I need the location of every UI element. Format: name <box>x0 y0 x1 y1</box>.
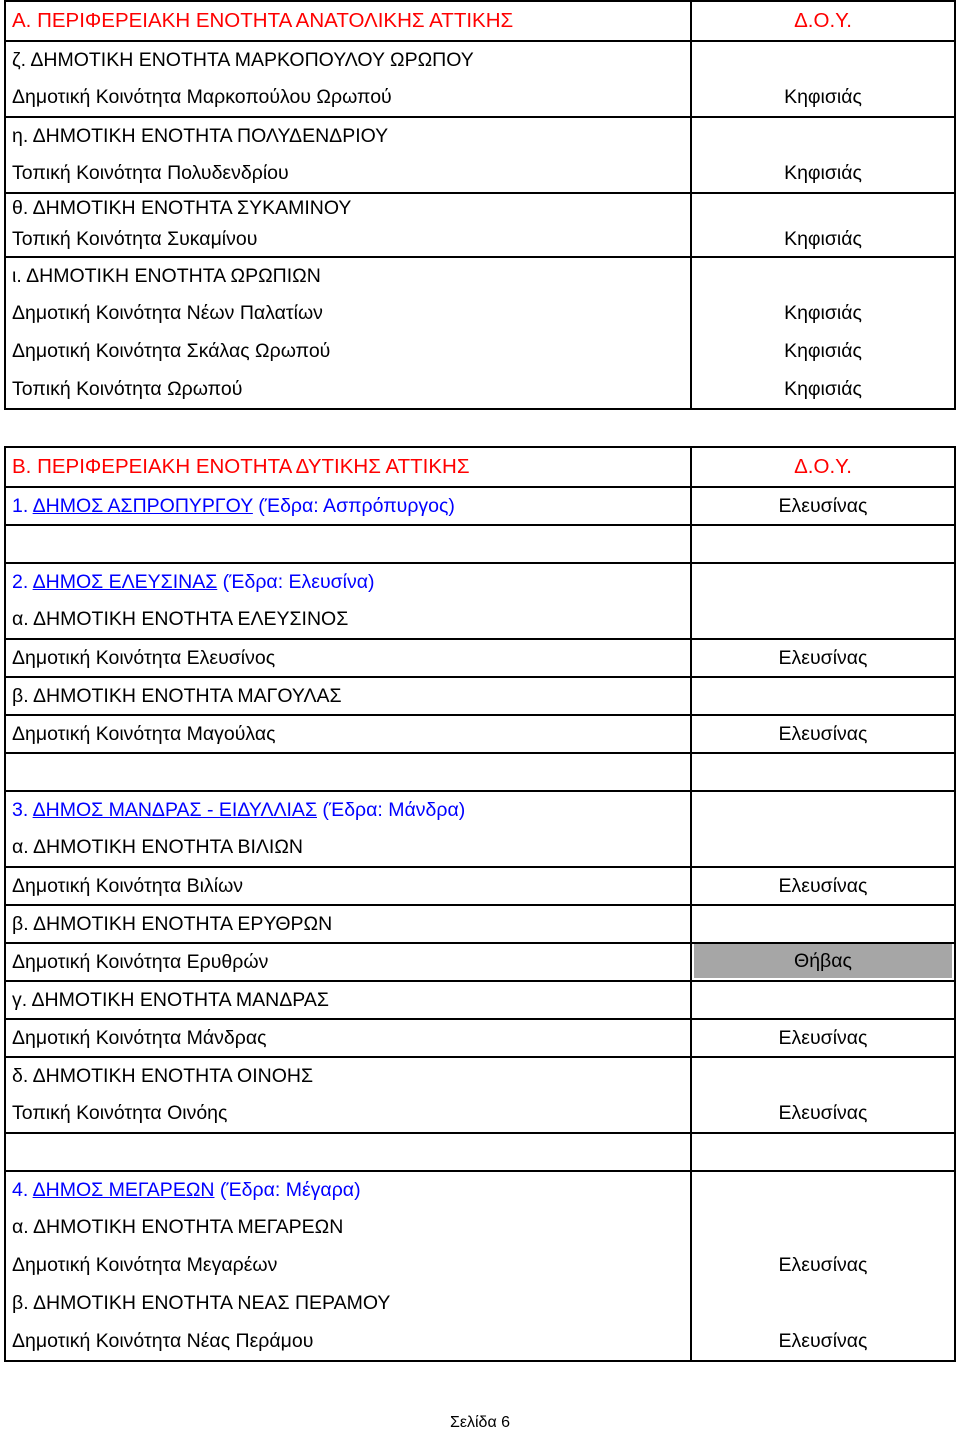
tax-office: Ελευσίνας <box>778 1026 868 1049</box>
spacer-row <box>6 1132 954 1170</box>
dimos-row <box>6 790 954 828</box>
table-row <box>6 154 954 192</box>
table-row <box>6 828 954 866</box>
dimos-title: 3. ΔΗΜΟΣ ΜΑΝΔΡΑΣ - ΕΙΔΥΛΛΙΑΣ (Έδρα: Μάνδρα) <box>12 798 466 821</box>
tax-office: Ελευσίνας <box>778 874 868 897</box>
community-name: Δημοτική Κοινότητα Σκάλας Ωρωπού <box>12 339 331 362</box>
table-row <box>6 904 954 942</box>
table-row <box>6 1208 954 1246</box>
section-title: Α. ΠΕΡΙΦΕΡΕΙΑΚΗ ΕΝΟΤΗΤΑ ΑΝΑΤΟΛΙΚΗΣ ΑΤΤΙΚΗΣ <box>12 9 514 32</box>
unit-title: β. ΔΗΜΟΤΙΚΗ ΕΝΟΤΗΤΑ ΕΡΥΘΡΩΝ <box>12 912 333 935</box>
community-name: Δημοτική Κοινότητα Νέας Περάμου <box>12 1329 314 1352</box>
unit-title: η. ΔΗΜΟΤΙΚΗ ΕΝΟΤΗΤΑ ΠΟΛΥΔΕΝΔΡΙΟΥ <box>12 124 389 147</box>
table-west-attica <box>4 446 956 1362</box>
community-name: Δημοτική Κοινότητα Μαγούλας <box>12 722 276 745</box>
table-row <box>6 116 954 154</box>
doy-header: Δ.Ο.Υ. <box>794 9 852 32</box>
table-row <box>6 1246 954 1284</box>
table-row <box>6 78 954 116</box>
dimos-link[interactable]: ΔΗΜΟΣ ΜΑΝΔΡΑΣ - ΕΙΔΥΛΛΙΑΣ <box>32 798 317 821</box>
dimos-link[interactable]: ΔΗΜΟΣ ΑΣΠΡΟΠΥΡΓΟΥ <box>32 494 253 517</box>
table-row <box>6 980 954 1018</box>
unit-title: α. ΔΗΜΟΤΙΚΗ ΕΝΟΤΗΤΑ ΕΛΕΥΣΙΝΟΣ <box>12 607 349 630</box>
table-row <box>6 1322 954 1360</box>
table-row <box>6 638 954 676</box>
tax-office: Ελευσίνας <box>778 722 868 745</box>
table-row <box>6 256 954 294</box>
unit-title: θ. ΔΗΜΟΤΙΚΗ ΕΝΟΤΗΤΑ ΣΥΚΑΜΙΝΟΥ <box>12 196 352 219</box>
unit-title: α. ΔΗΜΟΤΙΚΗ ΕΝΟΤΗΤΑ ΒΙΛΙΩΝ <box>12 835 303 858</box>
community-name: Δημοτική Κοινότητα Μαρκοπούλου Ωρωπού <box>12 85 392 108</box>
table-row <box>6 1056 954 1094</box>
table-row <box>6 866 954 904</box>
dimos-link[interactable]: ΔΗΜΟΣ ΕΛΕΥΣΙΝΑΣ <box>32 570 218 593</box>
unit-title: ζ. ΔΗΜΟΤΙΚΗ ΕΝΟΤΗΤΑ ΜΑΡΚΟΠΟΥΛΟΥ ΩΡΩΠΟΥ <box>12 48 474 71</box>
tax-office: Κηφισιάς <box>784 85 862 108</box>
section-header-row <box>6 448 954 486</box>
dimos-title: 4. ΔΗΜΟΣ ΜΕΓΑΡΕΩΝ (Έδρα: Μέγαρα) <box>12 1178 361 1201</box>
community-name: Τοπική Κοινότητα Ωρωπού <box>12 377 243 400</box>
tax-office: Κηφισιάς <box>784 161 862 184</box>
tax-office: Ελευσίνας <box>778 1101 868 1124</box>
tax-office: Κηφισιάς <box>784 227 862 250</box>
community-name: Δημοτική Κοινότητα Ελευσίνος <box>12 646 276 669</box>
community-name: Δημοτική Κοινότητα Μεγαρέων <box>12 1253 278 1276</box>
dimos-title: 2. ΔΗΜΟΣ ΕΛΕΥΣΙΝΑΣ (Έδρα: Ελευσίνα) <box>12 570 375 593</box>
table-row <box>6 942 954 980</box>
page-number: Σελίδα 6 <box>449 1414 511 1431</box>
tax-office: Ελευσίνας <box>778 646 868 669</box>
tax-office: Ελευσίνας <box>778 1253 868 1276</box>
table-row <box>6 370 954 408</box>
tax-office: Ελευσίνας <box>778 494 868 517</box>
table-east-attica <box>4 0 956 410</box>
dimos-row <box>6 562 954 600</box>
table-row <box>6 332 954 370</box>
tax-office: Κηφισιάς <box>784 339 862 362</box>
table-row <box>6 600 954 638</box>
community-name: Τοπική Κοινότητα Πολυδενδρίου <box>12 161 289 184</box>
unit-title: β. ΔΗΜΟΤΙΚΗ ΕΝΟΤΗΤΑ ΜΑΓΟΥΛΑΣ <box>12 684 342 707</box>
community-name: Τοπική Κοινότητα Οινόης <box>12 1101 228 1124</box>
doy-header: Δ.Ο.Υ. <box>794 455 852 478</box>
spacer-row <box>6 752 954 790</box>
table-row <box>6 1018 954 1056</box>
community-name: Δημοτική Κοινότητα Ερυθρών <box>12 950 269 973</box>
table-row <box>6 676 954 714</box>
dimos-row <box>6 486 954 524</box>
section-title: Β. ΠΕΡΙΦΕΡΕΙΑΚΗ ΕΝΟΤΗΤΑ ΔΥΤΙΚΗΣ ΑΤΤΙΚΗΣ <box>12 455 470 478</box>
section-header-row <box>6 2 954 40</box>
dimos-row <box>6 1170 954 1208</box>
spacer-row <box>6 524 954 562</box>
community-name: Τοπική Κοινότητα Συκαμίνου <box>12 227 258 250</box>
tax-office: Κηφισιάς <box>784 301 862 324</box>
table-row <box>6 1094 954 1132</box>
unit-title: δ. ΔΗΜΟΤΙΚΗ ΕΝΟΤΗΤΑ ΟΙΝΟΗΣ <box>12 1064 314 1087</box>
tax-office: Κηφισιάς <box>784 377 862 400</box>
tax-office-highlighted: Θήβας <box>694 944 952 978</box>
unit-title: β. ΔΗΜΟΤΙΚΗ ΕΝΟΤΗΤΑ ΝΕΑΣ ΠΕΡΑΜΟΥ <box>12 1291 391 1314</box>
dimos-link[interactable]: ΔΗΜΟΣ ΜΕΓΑΡΕΩΝ <box>32 1178 215 1201</box>
unit-title: ι. ΔΗΜΟΤΙΚΗ ΕΝΟΤΗΤΑ ΩΡΩΠΙΩΝ <box>12 264 321 287</box>
table-row <box>6 40 954 78</box>
unit-title: α. ΔΗΜΟΤΙΚΗ ΕΝΟΤΗΤΑ ΜΕΓΑΡΕΩΝ <box>12 1215 344 1238</box>
table-row <box>6 1284 954 1322</box>
table-row <box>6 714 954 752</box>
unit-title: γ. ΔΗΜΟΤΙΚΗ ΕΝΟΤΗΤΑ ΜΑΝΔΡΑΣ <box>12 988 329 1011</box>
table-row <box>6 222 954 256</box>
dimos-title: 1. ΔΗΜΟΣ ΑΣΠΡΟΠΥΡΓΟΥ (Έδρα: Ασπρόπυργος) <box>12 494 455 517</box>
tax-office: Ελευσίνας <box>778 1329 868 1352</box>
community-name: Δημοτική Κοινότητα Μάνδρας <box>12 1026 267 1049</box>
community-name: Δημοτική Κοινότητα Βιλίων <box>12 874 244 897</box>
community-name: Δημοτική Κοινότητα Νέων Παλατίων <box>12 301 323 324</box>
table-row <box>6 294 954 332</box>
table-row <box>6 192 954 222</box>
